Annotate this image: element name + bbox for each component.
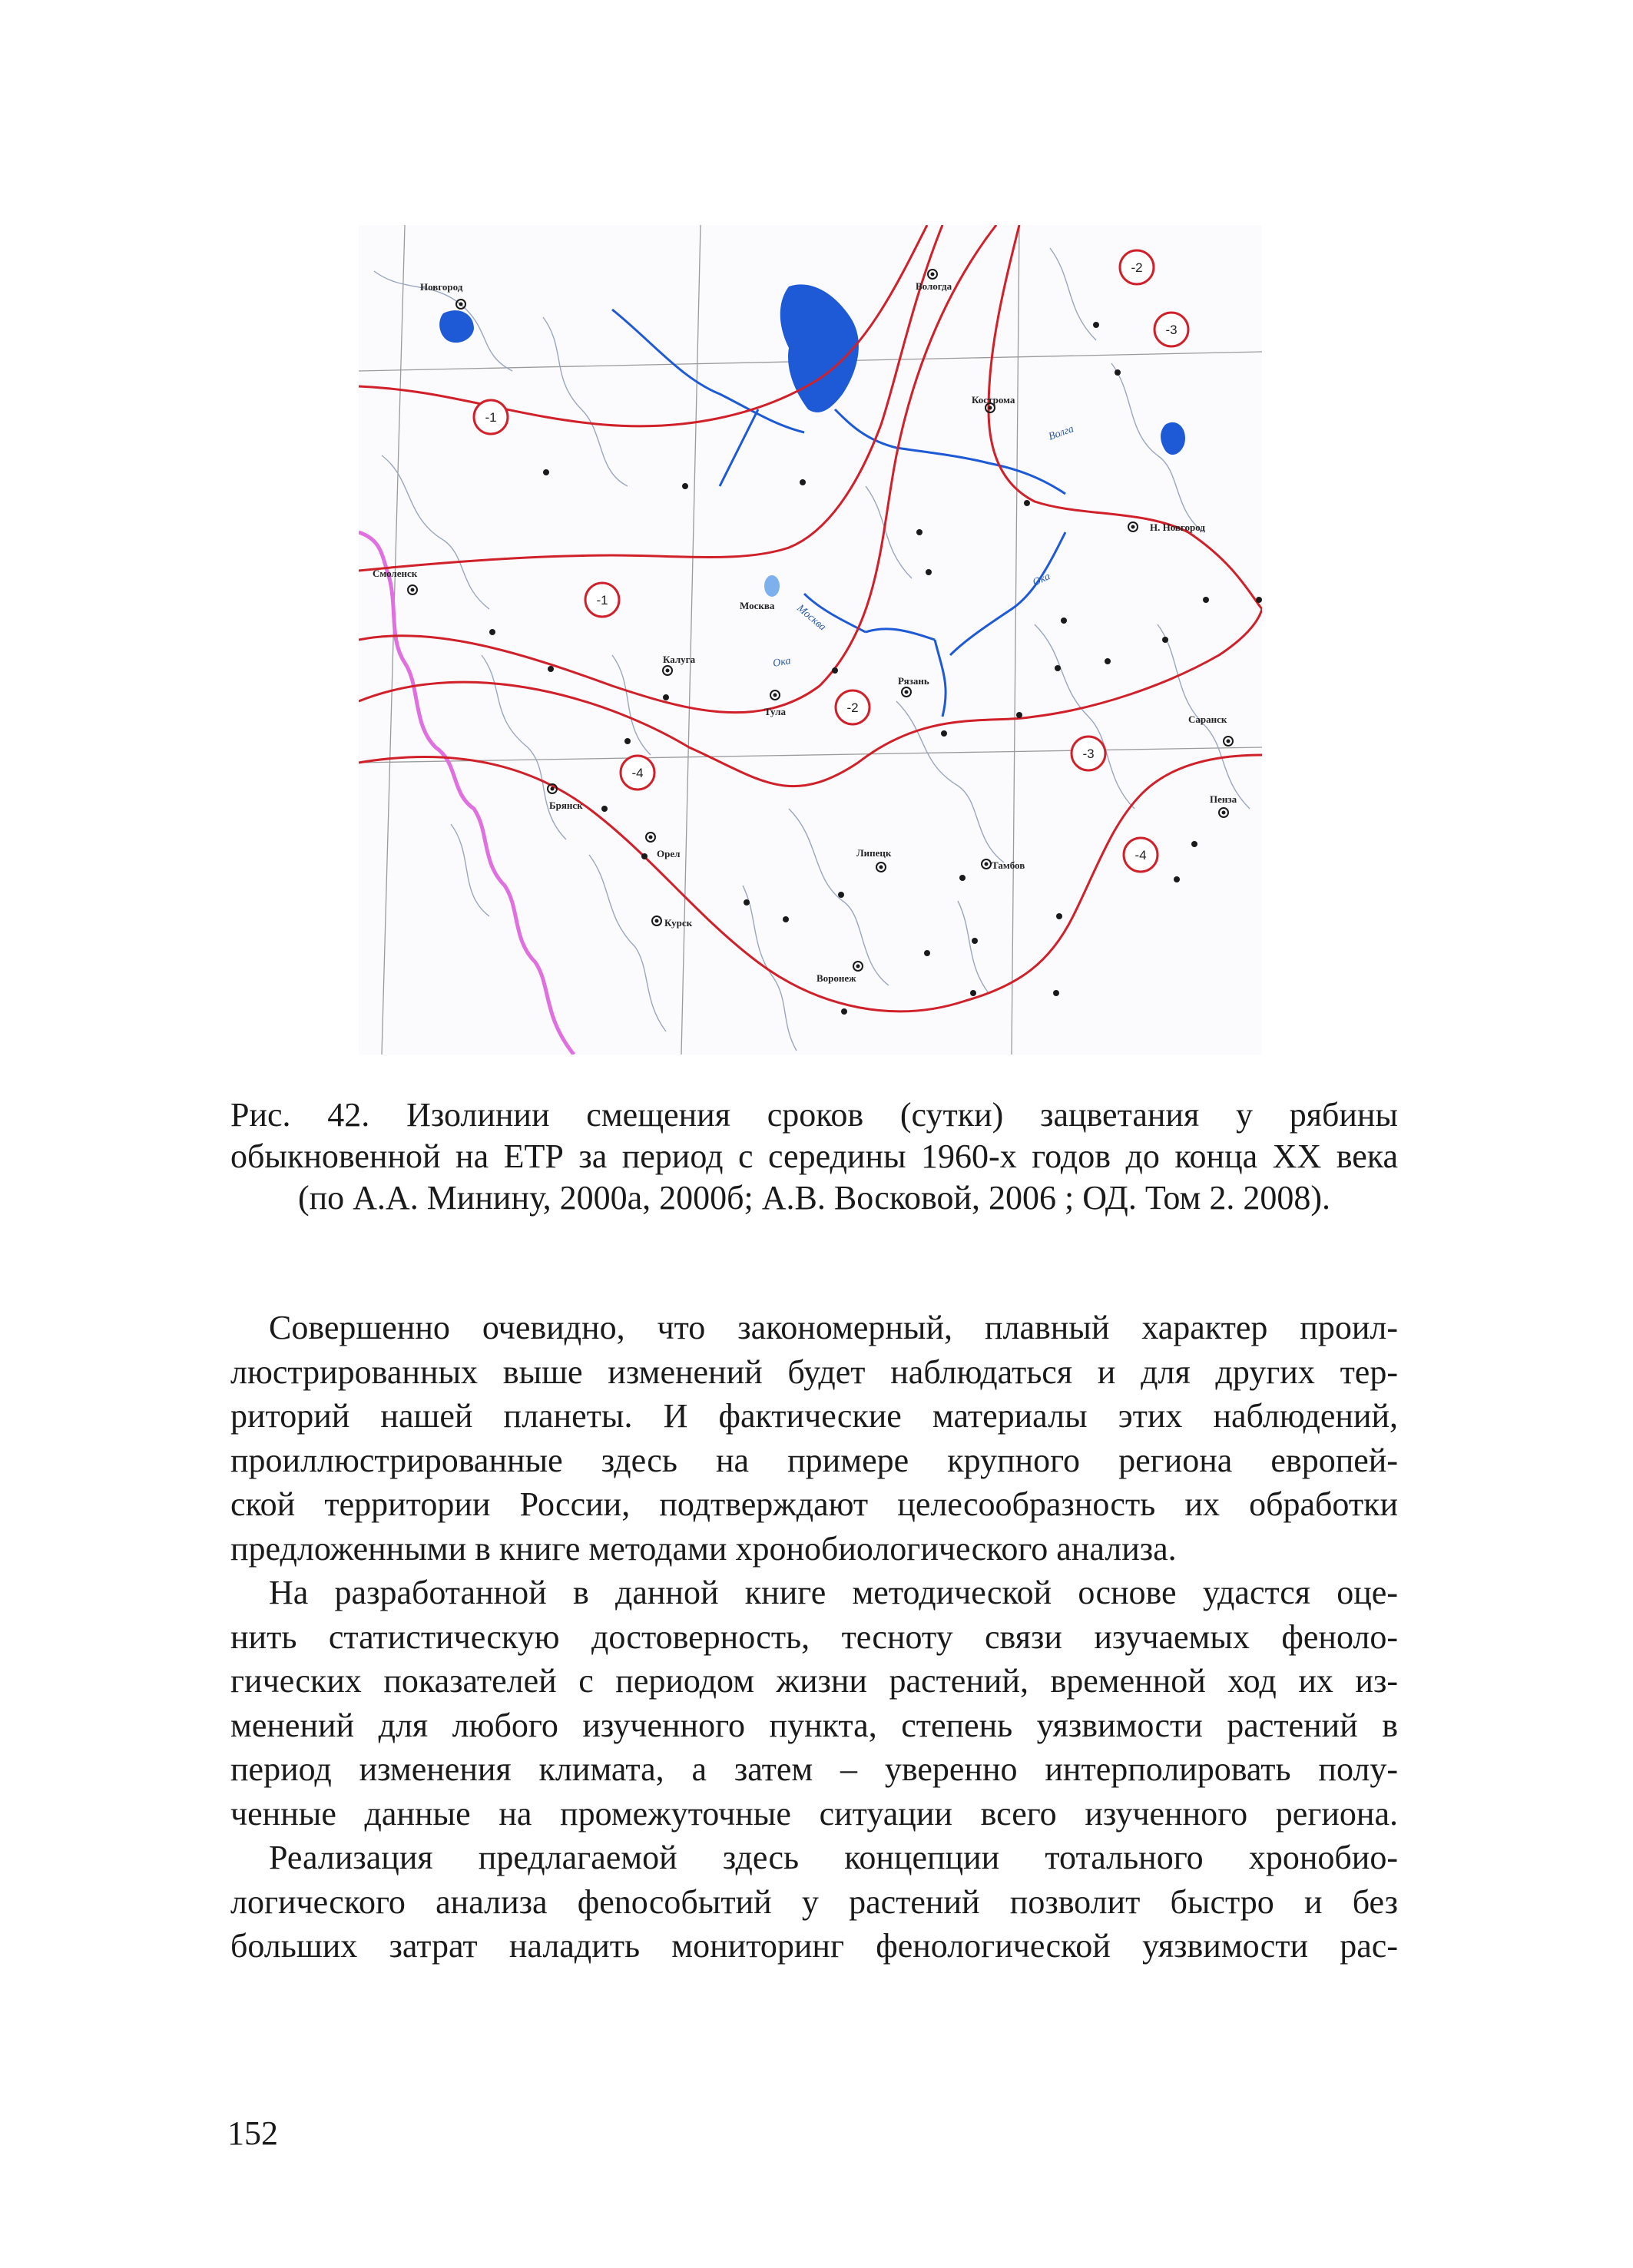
city-label-bryansk: Брянск xyxy=(549,800,583,811)
paragraph-1 xyxy=(230,1306,1398,1571)
city-label-smolensk: Смоленск xyxy=(373,568,418,579)
text-line: ской территории России, подтверждают целесообразность их обработки xyxy=(230,1485,1398,1523)
city-label-kursk: Курск xyxy=(664,917,693,929)
isoline-label-7 xyxy=(621,756,654,790)
isoline-label-5 xyxy=(1154,313,1188,346)
text-line: На разработанной в данной книге методической основе удастся оце- xyxy=(269,1574,1398,1611)
isoline-label-2 xyxy=(585,583,619,617)
river-label-volga: Волга xyxy=(1047,423,1076,443)
text-line: больших затрат наладить мониторинг фенологической уязвимости рас- xyxy=(230,1927,1398,1965)
isoline-label-1 xyxy=(474,400,508,434)
caption-line: обыкновенной на ЕТР за период с середины 1960-х годов до конца XX века xyxy=(230,1137,1398,1175)
text-line: риторий нашей планеты. И фактические материалы этих наблюдений, xyxy=(230,1397,1398,1435)
river-label-oka-west: Ока xyxy=(772,655,792,670)
text-line: предложенными в книге методами хронобиологического анализа. xyxy=(230,1529,1177,1568)
text-line: проиллюстрированные здесь на примере крупного региона европей- xyxy=(230,1441,1398,1479)
city-label-novgorod: Новгород xyxy=(420,281,463,293)
city-label-voronezh: Воронеж xyxy=(816,972,856,984)
city-label-saransk: Саранск xyxy=(1188,714,1227,725)
city-label-tula: Тула xyxy=(764,706,786,717)
city-label-kostroma: Кострома xyxy=(972,394,1015,406)
city-label-ryazan: Рязань xyxy=(898,675,929,687)
city-label-penza: Пенза xyxy=(1210,793,1237,805)
text-line: ченные данные на промежуточные ситуации всего изученного региона. xyxy=(230,1794,1398,1833)
city-label-tambov: Тамбов xyxy=(992,859,1025,871)
caption-line: (по А.А. Минину, 2000а, 2000б; А.В. Восковой, 2006 ; ОД. Том 2. 2008). xyxy=(297,1179,1331,1217)
city-label-n-novgorod: Н. Новгород xyxy=(1150,521,1205,533)
isoline-label-3 xyxy=(1120,250,1154,284)
isoline-label-8 xyxy=(1124,838,1158,872)
text-line: нить статистическую достоверность, тесноту связи изучаемых феноло- xyxy=(230,1617,1398,1656)
svg-text:-2: -2 xyxy=(1131,260,1143,275)
city-label-kaluga: Калуга xyxy=(663,654,696,665)
paragraph-3 xyxy=(230,1836,1398,1968)
city-label-orel: Орел xyxy=(657,848,681,859)
caption-line: Рис. 42. Изолинии смещения сроков (сутки) зацветания у рябины xyxy=(230,1096,1398,1134)
text-line: люстрированных выше изменений будет наблюдаться и для других тер- xyxy=(230,1353,1398,1391)
body-text xyxy=(230,1306,1398,1968)
river-label-moskva: Москва xyxy=(794,602,828,634)
text-line: Совершенно очевидно, что закономерный, плавный характер проил- xyxy=(269,1309,1398,1346)
page-number: 152 xyxy=(227,2114,278,2152)
svg-text:-3: -3 xyxy=(1082,747,1095,761)
isoline-label-4 xyxy=(836,690,869,724)
svg-text:-4: -4 xyxy=(1134,848,1147,863)
city-label-vologda: Вологда xyxy=(916,280,952,292)
text-line: логического анализа феnособытий у растений позволит быстро и без xyxy=(230,1882,1398,1921)
text-line: период изменения климата, а затем – уверенно интерполировать полу- xyxy=(230,1750,1398,1788)
city-label-moskva: Москва xyxy=(740,600,775,611)
text-line: Реализация предлагаемой здесь концепции тотального хронобио- xyxy=(269,1839,1398,1876)
svg-text:-1: -1 xyxy=(596,593,608,608)
text-line: гических показателей с периодом жизни растений, временной ход их из- xyxy=(230,1662,1398,1700)
svg-text:-3: -3 xyxy=(1165,323,1178,337)
figure-caption xyxy=(230,1094,1398,1219)
svg-text:-2: -2 xyxy=(846,700,859,715)
city-label-lipetsk: Липецк xyxy=(856,847,892,859)
svg-text:-1: -1 xyxy=(485,410,497,425)
isoline-label-6 xyxy=(1072,737,1105,770)
river-label-oka-east: Ока xyxy=(1031,571,1052,589)
text-line: менений для любого изученного пункта, степень уязвимости растений в xyxy=(230,1706,1398,1744)
figure-map xyxy=(359,225,1262,1055)
phenology-isoline-map xyxy=(359,225,1262,1055)
paragraph-2 xyxy=(230,1571,1398,1836)
moscow-water xyxy=(764,575,780,597)
svg-text:-4: -4 xyxy=(631,766,644,780)
